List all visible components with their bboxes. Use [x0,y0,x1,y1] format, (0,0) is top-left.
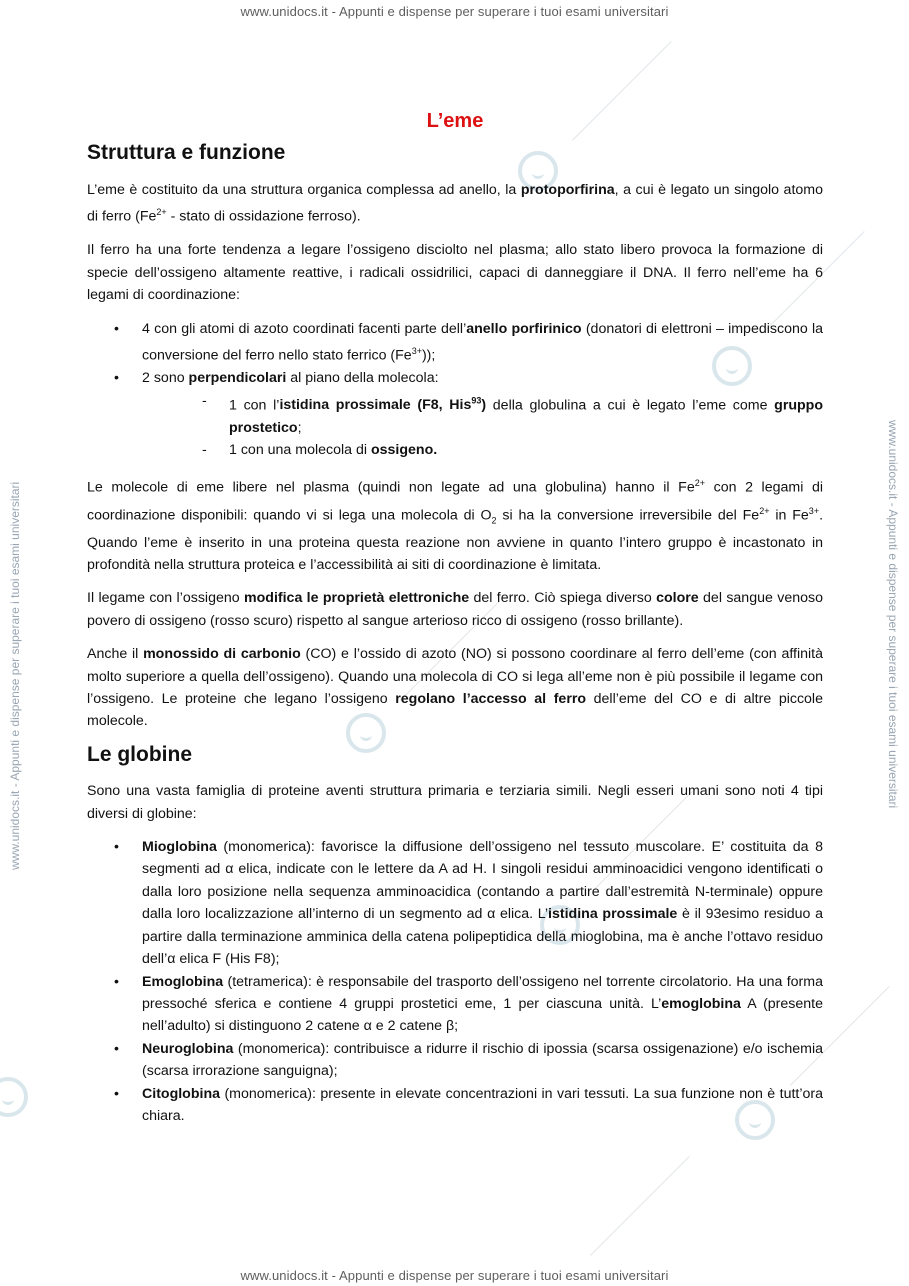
list-item: • Emoglobina (tetramerica): è responsabile del trasporto dell’ossigeno nel torrente circolatorio. Ha una forma pressoché sferica e contiene 4 gruppi prostetici eme, 1 per ciascuna unità. L’emoglobina A (presente nell’adulto) si distinguono 2 catene α e 2 catene β; [87,971,823,1038]
bullet-icon: • [114,370,119,387]
bullet-icon: • [114,1040,119,1057]
paragraph: Anche il monossido di carbonio (CO) e l’ossido di azoto (NO) si possono coordinare al ferro dell’eme (con affinità molto superiore a quella dell’ossigeno). Quando una molecola di CO si lega all’eme non è più possibile il legame con l’ossigeno. Le proteine che legano l’ossigeno regolano l’accesso al ferro dell’eme del CO e di altre piccole molecole. [87,646,823,730]
paragraph: Le molecole di eme libere nel plasma (quindi non legate ad una globulina) hanno il $Fe^{2+}$ con 2 legami di coordinazione disponibili: quando vi si lega una molecola di $O_2$ si ha la conversione irreversibile del $Fe^{2+}$ in $Fe^{3+}$. Quando l’eme è inserito in una proteina questa reazione non avviene in quanto l’intero gruppo è incastonato in profondità nella struttura proteica e l’accessibilità ai siti di coordinazione è limitata. [87,478,824,573]
footer-watermark: www.unidocs.it - Appunti e dispense per superare i tuoi esami universitari [240,1268,669,1283]
bullet-icon: • [114,320,119,337]
list-item: • Citoglobina (monomerica): presente in elevate concentrazioni in vari tessuti. La sua funzione non è tutt’ora chiara. [87,1083,823,1128]
unidocs-logo-icon [0,1077,28,1117]
left-side-watermark: www.unidocs.it - Appunti e dispense per superare i tuoi esami universitari [8,481,22,870]
document-body [87,110,823,1138]
globins-list [87,836,823,1127]
section-heading-structure: Struttura e funzione [87,141,286,165]
sub-list-item: - 1 con l’istidina prossimale (F8, His$^{93}$) della globulina a cui è legato l’eme come gruppo prostetico; [142,390,823,440]
dash-icon: - [202,442,207,459]
sub-list [142,390,823,462]
document-title: L’eme [426,110,484,132]
paragraph: Il legame con l’ossigeno modifica le proprietà elettroniche del ferro. Ciò spiega diverso colore del sangue venoso povero di ossigeno (rosso scuro) rispetto al sangue arterioso ricco di ossigeno (rosso brillante). [87,590,823,629]
list-item: • Neuroglobina (monomerica): contribuisce a ridurre il rischio di ipossia (scarsa ossigenazione) e/o ischemia (scarsa irrorazione sanguigna); [87,1038,823,1083]
watermark-line [590,1156,690,1256]
list-item: • Mioglobina (monomerica): favorisce la diffusione dell’ossigeno nel tessuto muscolare. E’ costituita da 8 segmenti ad α elica, indicate con le lettere da A ad H. I singoli residui amminoacidici vengono identificati o dalla loro posizione nella sequenza amminoacidica (contando a partire dall’estremità N-terminale) oppure dalla loro localizzazione all’interno di un segmento ad α elica. L’istidina prossimale è il 93esimo residuo a partire dalla terminazione amminica della catena polipeptidica della mioglobina, ma è anche l’ottavo residuo dell’α elica F (His F8); [87,836,823,970]
sub-list-item: - 1 con una molecola di ossigeno. [142,439,823,461]
section-heading-globins: Le globine [87,742,192,766]
coordination-list [87,318,823,462]
paragraph: Sono una vasta famiglia di proteine aventi struttura primaria e terziaria simili. Negli esseri umani sono noti 4 tipi diversi di globine: [87,783,823,822]
list-item: • 2 sono perpendicolari al piano della molecola: - 1 con l’istidina prossimale (F8, His$^{93}$) della globulina a cui è legato l’eme come gruppo prostetico; - 1 con una molecola di ossigeno. [87,367,823,461]
right-side-watermark: www.unidocs.it - Appunti e dispense per superare i tuoi esami universitari [886,420,900,809]
bullet-icon: • [114,839,119,856]
bullet-icon: • [114,1085,119,1102]
dash-icon: - [202,392,207,409]
list-item: • 4 con gli atomi di azoto coordinati facenti parte dell’anello porfirinico (donatori di elettroni – impediscono la conversione del ferro nello stato ferrico $(Fe^{3+})$); [87,318,823,368]
paragraph: L’eme è costituito da una struttura organica complessa ad anello, la protoporfirina, a cui è legato un singolo atomo di ferro ($Fe^{2+}$ - stato di ossidazione ferroso). [87,181,823,225]
paragraph: Il ferro ha una forte tendenza a legare l’ossigeno disciolto nel plasma; allo stato libero provoca la formazione di specie dell’ossigeno altamente reattive, i radicali ossidrilici, capaci di danneggiare il DNA. Il ferro nell’eme ha 6 legami di coordinazione: [87,242,823,304]
header-watermark: www.unidocs.it - Appunti e dispense per superare i tuoi esami universitari [240,4,669,19]
bullet-icon: • [114,973,119,990]
